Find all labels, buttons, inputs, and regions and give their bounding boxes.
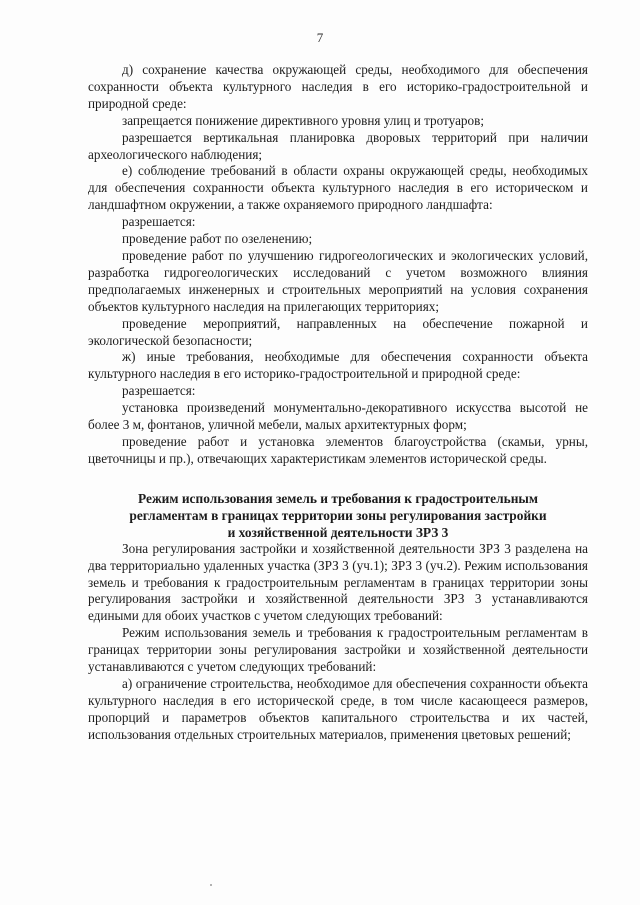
paragraph-landscaping: проведение работ и установка элементов благоустройства (скамьи, урны, цветочницы и пр.), отвечающих характеристикам элементов исторической среды. — [88, 433, 588, 466]
paragraph-regime-intro: Режим использования земель и требования к градостроительным регламентам в границах территории зоны регулирования застройки и хозяйственной деятельности устанавливаются с учетом следующих требований: — [88, 625, 588, 675]
heading-line: регламентам в границах территории зоны регулирования застройки — [129, 507, 547, 523]
paragraph-greening: проведение работ по озеленению; — [122, 231, 313, 247]
page-number: 7 — [316, 30, 324, 45]
heading-line: Режим использования земель и требования к градостроительным — [138, 490, 538, 506]
section-heading — [88, 490, 588, 541]
scan-dot — [210, 884, 212, 886]
paragraph-allowed-label: разрешается: — [122, 214, 196, 230]
paragraph-prohibition: запрещается понижение директивного уровня улиц и тротуаров; — [122, 112, 484, 128]
heading-line: и хозяйственной деятельности ЗРЗ 3 — [227, 524, 449, 540]
paragraph-zone-description: Зона регулирования застройки и хозяйственной деятельности ЗРЗ 3 разделена на два территориально удаленных участка (ЗРЗ 3 (уч.1); ЗРЗ 3 (уч.2). Режим использования земель и требования к градостроительным регламентам в границах территории зоны регулирования застройки и хозяйственной деятельности ЗРЗ 3 устанавливаются едиными для обоих участков с учетом следующих требований: — [88, 540, 588, 624]
paragraph-monuments: установка произведений монументально-декоративного искусства высотой не более 3 м, фонтанов, уличной мебели, малых архитектурных форм; — [88, 400, 588, 433]
document-body — [88, 62, 588, 744]
paragraph-item-d: д) сохранение качества окружающей среды, необходимого для обеспечения сохранности объекта культурного наследия в его историко-градостроительной и природной среде: — [88, 62, 588, 111]
paragraph-hydrogeology: проведение работ по улучшению гидрогеологических и экологических условий, разработка гидрогеологических исследований с учетом возможного влияния предполагаемых инженерных и строительных мероприятий на условия сохранения объектов культурного наследия на прилегающих территориях; — [88, 247, 588, 314]
paragraph-permission: разрешается вертикальная планировка дворовых территорий при наличии археологического наблюдения; — [88, 129, 588, 162]
paragraph-fire-safety: проведение мероприятий, направленных на обеспечение пожарной и экологической безопасности; — [88, 315, 588, 348]
paragraph-allowed-label-2: разрешается: — [122, 383, 196, 399]
paragraph-item-e: е) соблюдение требований в области охраны окружающей среды, необходимых для обеспечения сохранности объекта культурного наследия в его историческом и ландшафтном окружении, а также охраняемого природного ландшафта: — [88, 163, 588, 213]
paragraph-item-zh: ж) иные требования, необходимые для обеспечения сохранности объекта культурного наследия в его историко-градостроительной и природной среде: — [88, 349, 588, 382]
paragraph-item-a: а) ограничение строительства, необходимое для обеспечения сохранности объекта культурного наследия в его исторической среде, в том числе касающееся размеров, пропорций и параметров объектов капитального строительства и их частей, использования отдельных строительных материалов, применения цветовых решений; — [88, 676, 588, 742]
